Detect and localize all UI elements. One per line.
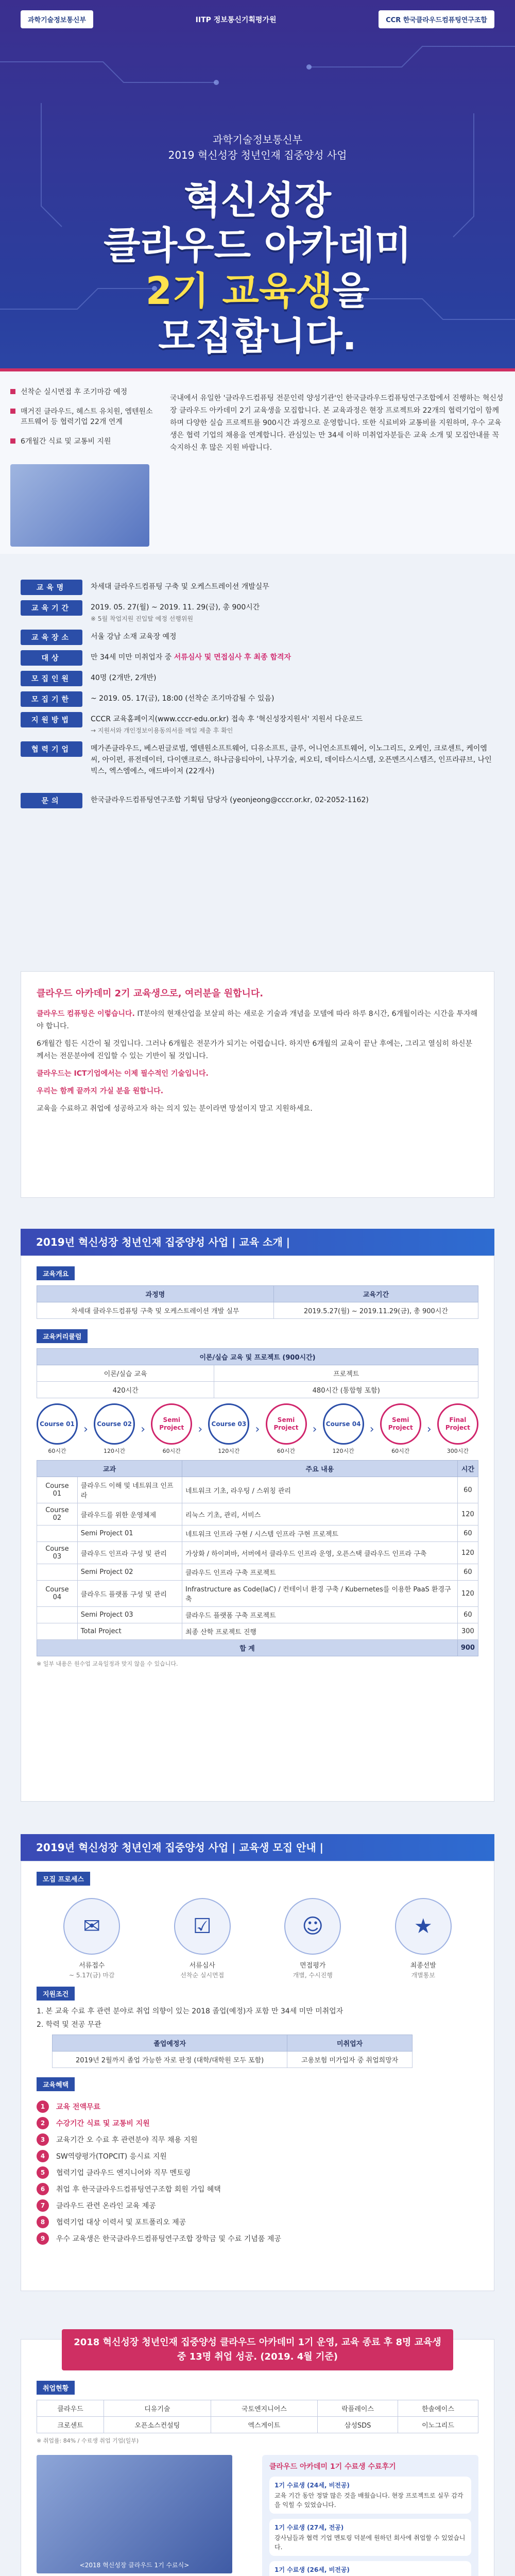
outcome-media — [37, 2455, 478, 2576]
table-cell: 클라우드 인프라 구성 및 관리 — [77, 1542, 182, 1564]
info-label: 모집기한 — [21, 691, 82, 707]
benefit-item — [37, 2100, 478, 2113]
benefit-text: 협력기업 클라우드 엔지니어와 직무 멘토링 — [56, 2169, 191, 2177]
table-cell: 420시간 — [37, 1382, 214, 1398]
logo-msit: 과학기술정보통신부 — [21, 10, 93, 28]
benefit-item — [37, 2183, 478, 2195]
table-cell: 프로젝트 — [214, 1365, 478, 1382]
logo-ccr: CCR 한국클라우드컴퓨팅연구조합 — [379, 10, 494, 28]
table-note: ※ 일부 내용은 원수업 교육일정과 맞지 않을 수 있습니다. — [37, 1660, 178, 1667]
table-cell: Semi Project 02 — [77, 1564, 182, 1581]
table-total-label: 합 계 — [37, 1640, 458, 1656]
arrow-right-icon: › — [312, 1422, 317, 1436]
body-text: IT분야의 현재산업을 보살피 하는 새로운 기술과 개념을 모델에 따라 하루 8시간, 6개월이라는 시간을 투자해야 합니다. — [37, 1010, 478, 1030]
curriculum-summary-table — [37, 1348, 478, 1398]
table-cell — [37, 1564, 78, 1581]
info-value-text: 만 34세 미만 미취업자 중 — [91, 653, 174, 662]
info-label: 문의 — [21, 793, 82, 808]
table-cell: 120 — [457, 1542, 478, 1564]
flow-hours: 60시간 — [48, 1448, 66, 1454]
table-cell: Semi Project 03 — [77, 1607, 182, 1623]
recruit-message-block — [21, 971, 494, 1198]
tag-curriculum: 교육커리큘럼 — [37, 1329, 88, 1343]
flow-circle: Final Project — [437, 1403, 478, 1445]
review-text: 강사님들과 협력 기업 멘토링 덕분에 원하던 회사에 취업할 수 있었습니다. — [274, 2534, 466, 2551]
recruit-message-p3 — [37, 1067, 478, 1080]
info-row — [21, 712, 494, 736]
arrow-right-icon: › — [198, 1422, 203, 1436]
table-cell: 최종 산학 프로젝트 진행 — [182, 1623, 457, 1640]
table-cell: 락플레이스 — [318, 2400, 398, 2417]
table-cell: 고용보험 미가입자 중 취업희망자 — [287, 2052, 413, 2068]
benefit-text: 교육기간 오 수료 후 관련분야 직무 채용 지원 — [56, 2136, 198, 2144]
flow-step — [94, 1403, 135, 1455]
info-value: 차세대 클라우드컴퓨팅 구축 및 오케스트레이션 개발실무 — [91, 583, 269, 591]
flow-circle: Course 02 — [94, 1403, 135, 1445]
table-cell: 2019.5.27(월) ~ 2019.11.29(금), 총 900시간 — [273, 1302, 478, 1319]
info-row — [21, 600, 494, 624]
benefit-number: 6 — [37, 2183, 49, 2195]
process-step — [50, 1898, 133, 1979]
info-value: 40명 (2개반, 2개반) — [91, 674, 157, 682]
conditions-table — [52, 2035, 413, 2068]
table-cell: 네트워크 인프라 구현 / 시스템 인프라 구현 프로젝트 — [182, 1526, 457, 1542]
table-cell: 120 — [457, 1581, 478, 1607]
course-section — [21, 1256, 494, 1802]
photo-column — [37, 2455, 232, 2576]
hero-intro-panel — [0, 368, 515, 554]
hero-title-line4: 모집합니다. — [158, 314, 357, 359]
benefit-number: 5 — [37, 2166, 49, 2179]
hero-bullets — [10, 387, 160, 456]
emphasis-text: 클라우드는 ICT기업에서는 이제 필수적인 기술입니다. — [37, 1070, 209, 1078]
hero-bullet: 선착순 실시면접 후 조기마감 예정 — [10, 387, 160, 397]
table-cell: 가상화 / 하이퍼바, 서버에서 클라우드 인프라 운영, 오픈스택 클라우드 인프라 구축 — [182, 1542, 457, 1564]
step-desc: 개별, 수시진행 — [293, 1972, 333, 1979]
table-cell: Infrastructure as Code(IaC) / 컨테이너 환경 구축 / Kubernetes를 이용한 PaaS 환경구축 — [182, 1581, 457, 1607]
arrow-right-icon: › — [255, 1422, 260, 1436]
flow-hours: 120시간 — [218, 1448, 240, 1454]
tag-employment: 취업현황 — [37, 2381, 75, 2395]
employment-table — [37, 2400, 478, 2433]
benefit-number: 4 — [37, 2150, 49, 2162]
table-header: 이론/실습 교육 및 프로젝트 (900시간) — [37, 1349, 478, 1365]
hero-title — [0, 178, 515, 359]
table-header: 교과 — [37, 1461, 182, 1477]
recruit-message-p1 — [37, 1008, 478, 1032]
info-value-note: ※ 5월 착업지원 진입탈 예정 선행위원 — [91, 615, 194, 622]
flow-hours: 120시간 — [332, 1448, 354, 1454]
flow-step — [266, 1403, 307, 1455]
table-total-value: 900 — [457, 1640, 478, 1656]
benefit-text: 교육 전액무료 — [56, 2103, 101, 2111]
process-step — [161, 1898, 244, 1979]
table-cell: 오픈소스컨설팅 — [104, 2417, 211, 2433]
table-row — [37, 1542, 478, 1564]
recruit-message-title: 클라우드 아카데미 2기 교육생으로, 여러분을 원합니다. — [37, 988, 264, 999]
table-cell: 60 — [457, 1477, 478, 1503]
info-row — [21, 630, 494, 645]
benefit-number: 7 — [37, 2199, 49, 2212]
hero-title-line3 — [0, 268, 515, 314]
benefit-number: 3 — [37, 2133, 49, 2146]
step-desc: 개별통보 — [411, 1972, 435, 1979]
review-bubble — [269, 2561, 471, 2576]
tag-overview: 교육개요 — [37, 1266, 75, 1280]
info-value — [82, 600, 260, 624]
table-cell — [37, 1607, 78, 1623]
table-cell: 120 — [457, 1503, 478, 1526]
table-header: 졸업예정자 — [53, 2035, 287, 2052]
table-cell: 480시간 (통합형 포함) — [214, 1382, 478, 1398]
logo-iitp: IITP 정보통신기획평가원 — [195, 15, 277, 24]
benefit-text: 수강기간 식료 및 교통비 지원 — [56, 2120, 150, 2128]
flow-hours: 120시간 — [104, 1448, 126, 1454]
step-title: 서류접수 — [79, 1962, 105, 1970]
flow-step — [37, 1403, 78, 1455]
table-cell: 국토엔지니어스 — [211, 2400, 318, 2417]
table-row — [37, 1581, 478, 1607]
table-header: 과정명 — [37, 1286, 274, 1302]
review-text: 교육 기간 동안 정말 많은 것을 배웠습니다. 현장 프로젝트로 실무 감각을 익힐 수 있었습니다. — [274, 2492, 464, 2509]
curriculum-flow — [37, 1403, 478, 1455]
table-cell: 클라우드 인프라 구축 프로젝트 — [182, 1564, 457, 1581]
recruit-section-header: 2019년 혁신성장 청년인재 집중양성 사업 | 교육생 모집 안내 | — [21, 1834, 494, 1861]
review-bubble — [269, 2519, 471, 2556]
info-row — [21, 793, 494, 808]
benefit-item — [37, 2150, 478, 2162]
emphasis-text: 클라우드 컴퓨팅은 이렇습니다. — [37, 1010, 135, 1018]
info-value — [82, 650, 291, 663]
flow-circle: Semi Project — [266, 1403, 307, 1445]
table-cell: 300 — [457, 1623, 478, 1640]
table-header: 주요 내용 — [182, 1461, 457, 1477]
flow-hours: 60시간 — [277, 1448, 296, 1454]
table-cell: Course 02 — [37, 1503, 78, 1526]
arrow-right-icon: › — [83, 1422, 88, 1436]
info-row — [21, 671, 494, 686]
emphasis-text: 우리는 함께 끝까지 가실 분을 원합니다. — [37, 1087, 164, 1095]
info-value-line: 2019. 05. 27(월) ~ 2019. 11. 29(금), 총 900시간 — [91, 603, 260, 612]
benefit-text: 협력기업 대상 이력서 및 포트폴리오 제공 — [56, 2218, 186, 2227]
benefit-text: SW역량평가(TOPCIT) 응시료 지원 — [56, 2153, 167, 2161]
recruit-message-p2: 6개월간 힘든 시간이 될 것입니다. 그러나 6개월은 전문가가 되기는 어렵습니다. 하지만 6개월의 교육이 끝난 후에는, 그리고 열심히 하신분께서는 전문분야에 진입할 수 있는 기반이 될 것입니다. — [37, 1040, 473, 1060]
table-cell: 리눅스 기초, 관리, 서비스 — [182, 1503, 457, 1526]
benefit-text: 우수 교육생은 한국클라우드컴퓨팅연구조합 장학금 및 수료 기념품 제공 — [56, 2235, 281, 2243]
flow-step — [380, 1403, 421, 1455]
info-label: 대상 — [21, 650, 82, 666]
table-cell: Course 04 — [37, 1581, 78, 1607]
flow-circle: Course 01 — [37, 1403, 78, 1445]
benefit-text: 취업 후 한국클라우드컴퓨팅연구조합 회원 가입 혜택 — [56, 2185, 221, 2194]
info-row — [21, 741, 494, 788]
table-cell: 한솔에이스 — [398, 2400, 478, 2417]
table-cell: 클라우드 이해 및 네트워크 인프라 — [77, 1477, 182, 1503]
hero-title-line2: 클라우드 아카데미 — [104, 224, 411, 268]
benefit-number: 1 — [37, 2100, 49, 2113]
benefit-number: 2 — [37, 2117, 49, 2129]
table-header: 교육기간 — [273, 1286, 478, 1302]
photo-caption: <2018 혁신성장 클라우드 1기 수료식> — [79, 2562, 190, 2569]
hero-title-line1: 혁신성장 — [184, 178, 331, 223]
outcome-title: 2018 혁신성장 청년인재 집중양성 클라우드 아카데미 1기 운영, 교육 종료 후 8명 교육생 중 13명 취업 성공. (2019. 4월 기준) — [62, 2329, 453, 2370]
info-label: 교육명 — [21, 580, 82, 595]
table-cell: 이노그리드 — [398, 2417, 478, 2433]
outcome-section — [21, 2339, 494, 2576]
flow-step — [437, 1403, 478, 1455]
info-value: ~ 2019. 05. 17(금), 18:00 (선착순 조기마감될 수 있음) — [91, 694, 274, 703]
benefit-item — [37, 2232, 478, 2245]
arrow-right-icon: › — [426, 1422, 432, 1436]
table-cell: Total Project — [77, 1623, 182, 1640]
arrow-right-icon: › — [141, 1422, 146, 1436]
curriculum-detail-table — [37, 1460, 478, 1656]
table-cell: 클라우드 플랫폼 구축 프로젝트 — [182, 1607, 457, 1623]
graduation-photo — [37, 2455, 232, 2573]
chat-title: 클라우드 아카데미 1기 수료생 수료후기 — [269, 2463, 396, 2471]
condition-2: 2. 학력 및 전공 무관 — [37, 2021, 101, 2029]
flow-circle: Course 04 — [323, 1403, 364, 1445]
course-section-header: 2019년 혁신성장 청년인재 집중양성 사업 | 교육 소개 | — [21, 1229, 494, 1256]
flow-step — [208, 1403, 249, 1455]
info-value: 서울 강남 소재 교육장 예정 — [91, 633, 177, 641]
process-step — [382, 1898, 465, 1979]
table-cell — [37, 1526, 78, 1542]
review-bubble — [269, 2477, 471, 2514]
info-value: 메가존클라우드, 베스핀글로벌, 엠텐원소프트웨어, 디유소프트, 클루, 어니언소프트웨어, 이노그리드, 오케인, 크로센트, 케이엠씨, 아이펀, 퓨전데이터, 다이앤크로스, 하나금융티아이, 나무기술, 씨오티, 데이타스시스템, 오픈멘즈시스템즈, 인프라큐브, 나인빅스, 엑스엠에스, 애드바이저 (22개사) — [91, 744, 492, 775]
tag-process: 모집 프로세스 — [37, 1872, 90, 1886]
table-row — [37, 1607, 478, 1623]
table-cell: 크로센트 — [37, 2417, 104, 2433]
info-row — [21, 580, 494, 595]
process-step — [271, 1898, 354, 1979]
top-logos — [21, 10, 494, 28]
flow-circle: Semi Project — [380, 1403, 421, 1445]
table-cell: 이론/실습 교육 — [37, 1365, 214, 1382]
tag-conditions: 지원조건 — [37, 1987, 75, 2001]
review-author: 1기 수료생 (27세, 전공) — [274, 2524, 344, 2531]
table-cell: 엑스게이트 — [211, 2417, 318, 2433]
hero-section — [0, 0, 515, 554]
hero-title-highlight: 2기 교육생 — [145, 269, 333, 313]
hero-bullet: 6개월간 식료 및 교통비 지원 — [10, 436, 160, 447]
info-label: 교육장소 — [21, 630, 82, 645]
arrow-right-icon: › — [369, 1422, 374, 1436]
benefit-item — [37, 2166, 478, 2179]
table-cell: 차세대 클라우드컴퓨팅 구축 및 오케스트레이션 개발 실무 — [37, 1302, 274, 1319]
hero-program: 2019 혁신성장 청년인재 집중양성 사업 — [168, 149, 347, 161]
flow-hours: 60시간 — [162, 1448, 181, 1454]
benefit-item — [37, 2216, 478, 2228]
table-cell — [37, 1623, 78, 1640]
info-value-line: CCCR 교육홈페이지(www.cccr-edu.or.kr) 접속 후 '혁신성장지원서' 지원서 다운로드 — [91, 715, 363, 723]
flow-step — [323, 1403, 364, 1455]
table-total-row — [37, 1640, 478, 1656]
hero-title-line3-rest: 을 — [332, 269, 370, 313]
table-row — [37, 1503, 478, 1526]
table-cell: 네트워크 기초, 라우팅 / 스위칭 관리 — [182, 1477, 457, 1503]
review-icon: ☑ — [174, 1898, 231, 1955]
review-chat — [262, 2455, 478, 2576]
benefits-list — [37, 2100, 478, 2245]
info-value: 한국클라우드컴퓨팅연구조합 기획팀 담당자 (yeonjeong@cccr.or.kr, 02-2052-1162) — [91, 796, 369, 804]
info-label: 교육기간 — [21, 600, 82, 616]
info-value — [82, 712, 363, 736]
table-row — [37, 1526, 478, 1542]
step-title: 최종선발 — [410, 1962, 436, 1970]
final-selection-icon: ★ — [395, 1898, 452, 1955]
table-cell: 60 — [457, 1526, 478, 1542]
tag-benefits: 교육혜택 — [37, 2077, 75, 2091]
table-cell: Semi Project 01 — [77, 1526, 182, 1542]
table-cell: 디유기술 — [104, 2400, 211, 2417]
hero-intro-text: 국내에서 유일한 '클라우드컴퓨팅 전문인력 양성기관'인 한국클라우드컴퓨팅연구조합에서 진행하는 혁신성장 클라우드 아카데미 2기 교육생을 모집합니다. 본 교육과정은 현장 프로젝트와 22개의 협력기업이 함께하며 다양한 실습 프로젝트를 900시간 과정으로 운영합니다. 또한 식료비와 교통비를 지원하며, 우수 교육생은 협력 기업의 채용을 연계합니다. 관심있는 만 34세 이하 미취업자분들은 교육 소개 및 모집안내를 꼭 숙지하신 후 많은 지원 바랍니다. — [170, 394, 504, 452]
info-row — [21, 650, 494, 666]
step-desc: ~ 5.17(금) 마감 — [68, 1972, 115, 1979]
table-cell: Course 03 — [37, 1542, 78, 1564]
benefit-item — [37, 2199, 478, 2212]
info-label: 협력기업 — [21, 741, 82, 757]
info-label: 모집인원 — [21, 671, 82, 686]
table-header: 미취업자 — [287, 2035, 413, 2052]
info-value-emphasis: 서류심사 및 면접심사 후 최종 합격자 — [174, 653, 291, 662]
flow-hours: 60시간 — [391, 1448, 410, 1454]
table-cell: 삼성SDS — [318, 2417, 398, 2433]
condition-1: 1. 본 교육 수료 후 관련 분야로 취업 의향이 있는 2018 졸업(예정)자 포함 만 34세 미만 미취업자 — [37, 2007, 344, 2015]
flow-circle: Course 03 — [208, 1403, 249, 1445]
info-label: 지원방법 — [21, 712, 82, 727]
overview-table — [37, 1285, 478, 1319]
recruit-process — [37, 1898, 478, 1979]
table-cell: Course 01 — [37, 1477, 78, 1503]
step-title: 면접평가 — [300, 1962, 326, 1970]
table-row — [37, 1564, 478, 1581]
benefit-item — [37, 2133, 478, 2146]
review-author: 1기 수료생 (24세, 비전공) — [274, 2482, 350, 2489]
info-value-note: → 지원서와 개인정보이용동의서를 메일 제출 후 확인 — [91, 727, 233, 734]
benefit-item — [37, 2117, 478, 2129]
benefit-number: 8 — [37, 2216, 49, 2228]
table-cell: 클라우드 — [37, 2400, 104, 2417]
benefit-text: 클라우드 관련 온라인 교육 제공 — [56, 2202, 156, 2210]
info-block — [21, 580, 494, 814]
hero-ministry: 과학기술정보통신부 — [213, 133, 302, 146]
hero-bullet: 매거진 클라우드, 헤스트 유치원, 엠텐원소프트웨어 등 협력기업 22개 연계 — [10, 406, 160, 427]
table-cell: 2019년 2월까지 졸업 가능한 자로 판정 (대학/대학원 모두 포함) — [53, 2052, 287, 2068]
recruit-message-p4 — [37, 1085, 478, 1097]
recruit-section — [21, 1861, 494, 2291]
table-cell: 클라우드 플랫폼 구성 및 관리 — [77, 1581, 182, 1607]
hero-photo — [10, 464, 149, 547]
info-row — [21, 691, 494, 707]
step-title: 서류심사 — [189, 1962, 215, 1970]
step-desc: 선착순 실시면접 — [180, 1972, 225, 1979]
recruit-message-p5: 교육을 수료하고 취업에 성공하고자 하는 의지 있는 분이라면 망설이지 말고 지원하세요. — [37, 1105, 313, 1113]
table-header: 시간 — [457, 1461, 478, 1477]
benefit-number: 9 — [37, 2232, 49, 2245]
table-cell: 클라우드를 위한 운영체제 — [77, 1503, 182, 1526]
document-icon: ✉ — [63, 1898, 120, 1955]
table-cell: 60 — [457, 1607, 478, 1623]
review-author: 1기 수료생 (26세, 비전공) — [274, 2566, 350, 2573]
table-cell: 60 — [457, 1564, 478, 1581]
flow-circle: Semi Project — [151, 1403, 192, 1445]
table-row — [37, 1477, 478, 1503]
table-row — [37, 1623, 478, 1640]
employment-note: ※ 취업률: 84% / 수료생 취업 기업(일부) — [37, 2437, 139, 2444]
flow-hours: 300시간 — [447, 1448, 469, 1454]
interview-icon: ☺ — [284, 1898, 341, 1955]
flow-step — [151, 1403, 192, 1455]
